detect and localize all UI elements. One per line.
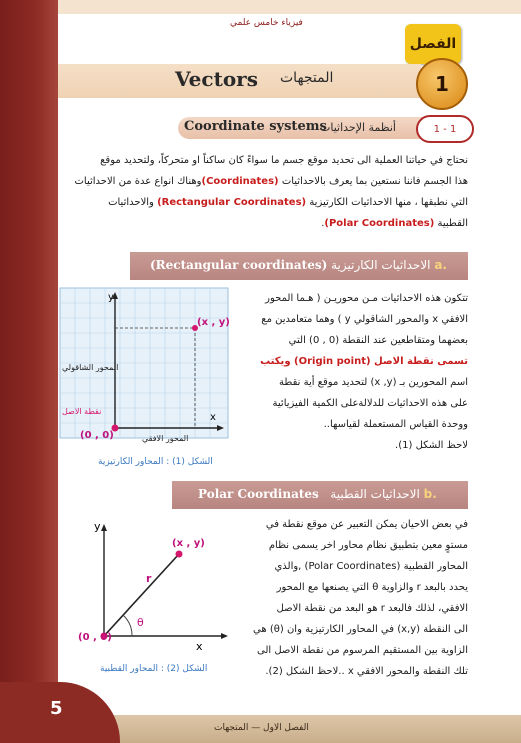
- text-line: الافقي x والمحور الشاقولي y ) وهما متعامدين مع: [261, 314, 468, 325]
- polar-x-axis-label: x: [196, 640, 203, 653]
- text-line: نحتاج في حياتنا العملية الى تحديد موقع جسم ما سواءً كان ساكناً او متحركاً، ولتحديد موقع: [100, 155, 468, 166]
- text-line: على هذه الاحداثيات للدلالةعلى الكمية الفيزيائية: [272, 398, 468, 409]
- text-line: تسمى نقطة الاصل (Origin point) ويكتب: [260, 356, 468, 367]
- text-line: لاحظ الشكل (1).: [395, 440, 468, 451]
- origin-label: (0 , 0): [80, 430, 114, 441]
- text-line: يحدد بالبعد r والزاوية θ التي يصنعها مع المحور: [276, 582, 468, 593]
- figure2-caption: الشكل (2) : المحاور القطبية: [100, 664, 208, 674]
- text-line: تتكون هذه الاحداثيات مـن محوريـن ( هـما المحور: [265, 293, 468, 304]
- text-line: ووحدة القياس المستعملة لقياسها..: [323, 419, 468, 430]
- page-number: 5: [50, 698, 63, 719]
- text-line: تلك النقطة والمحور الافقي x ..لاحظ الشكل (2).: [265, 666, 468, 677]
- horizontal-axis-name: المحور الافقي: [142, 434, 189, 443]
- polar-figure: [78, 518, 234, 653]
- cartesian-figure: [60, 288, 230, 443]
- text-line: الزاوية بين المستقيم المرسوم من نقطة الاصل الى: [257, 645, 468, 656]
- section-number: 1 - 1: [416, 115, 474, 143]
- left-decorative-band: [0, 0, 58, 743]
- text-line: المحاور القطبية (Polar Coordinates) ,والذي: [274, 561, 468, 572]
- subsection-b-title: Polar Coordinates الاحداثيات القطبية b.: [198, 487, 437, 501]
- chapter-title-en: Vectors: [175, 67, 258, 91]
- section-title-en: Coordinate systems: [184, 119, 327, 134]
- text-line: الافقي، لذلك فالبعد r هو البعد من نقطة الاصل: [276, 603, 468, 614]
- theta-label: θ: [137, 616, 144, 629]
- text-line: اسم المحورين بـ (x ,y) لتحديد موقع أية نقطة: [279, 377, 468, 388]
- text-line: مستوٍ معين بتطبيق نظام محاور اخر يسمى نظام: [268, 540, 468, 551]
- x-axis-label: x: [210, 412, 216, 423]
- text-line: هذا الجسم فاننا نستعين بما يعرف بالاحداثيات (Coordinates)وهناك انواع عدة من الاحداثيات: [74, 176, 468, 187]
- origin-name: نقطة الاصل: [62, 407, 102, 416]
- footer-chapter-label: الفصل الاول — المتجهات: [214, 723, 309, 733]
- text-line: التي نطبقها ، منها الاحداثيات الكارتيزية (Rectangular Coordinates) والاحداثيات: [108, 197, 468, 208]
- chapter-tab: الفصل: [405, 24, 461, 64]
- subsection-a-title: (Rectangular coordinates) الاحداثيات الكارتيزية a.: [150, 258, 447, 272]
- book-title: فيزياء خامس علمي: [230, 18, 303, 28]
- text-line: بعضهما ومتقاطعين عند النقطة (0 , 0) التي: [288, 335, 468, 346]
- text-line: في بعض الاحيان يمكن التعبير عن موقع نقطة في: [265, 519, 468, 530]
- polar-point-label: (x , y): [172, 538, 205, 549]
- text-line: القطبية (Polar Coordinates).: [321, 218, 468, 229]
- figure1-caption: الشكل (1) : المحاور الكارتيزية: [98, 457, 213, 467]
- subsection-a-paragraph: [234, 288, 468, 456]
- text-line: الى النقطة (x,y) في المحاور الكارتيزية وان (θ) هي: [253, 624, 468, 635]
- vertical-axis-name: المحور الشاقولي: [62, 363, 119, 372]
- section-title-ar: أنظمة الإحداثيات: [320, 121, 396, 134]
- section1-paragraph: [62, 150, 468, 234]
- chapter-title-ar: المتجهات: [280, 70, 334, 86]
- top-strip: [58, 0, 521, 14]
- point-label: (x , y): [197, 317, 230, 328]
- polar-y-axis-label: y: [94, 520, 101, 533]
- subsection-b-paragraph: [240, 514, 468, 682]
- chapter-number-badge: 1: [416, 58, 468, 110]
- r-label: r: [146, 572, 152, 585]
- y-axis-label: y: [108, 292, 114, 303]
- polar-origin-label: (0 , 0): [78, 632, 112, 643]
